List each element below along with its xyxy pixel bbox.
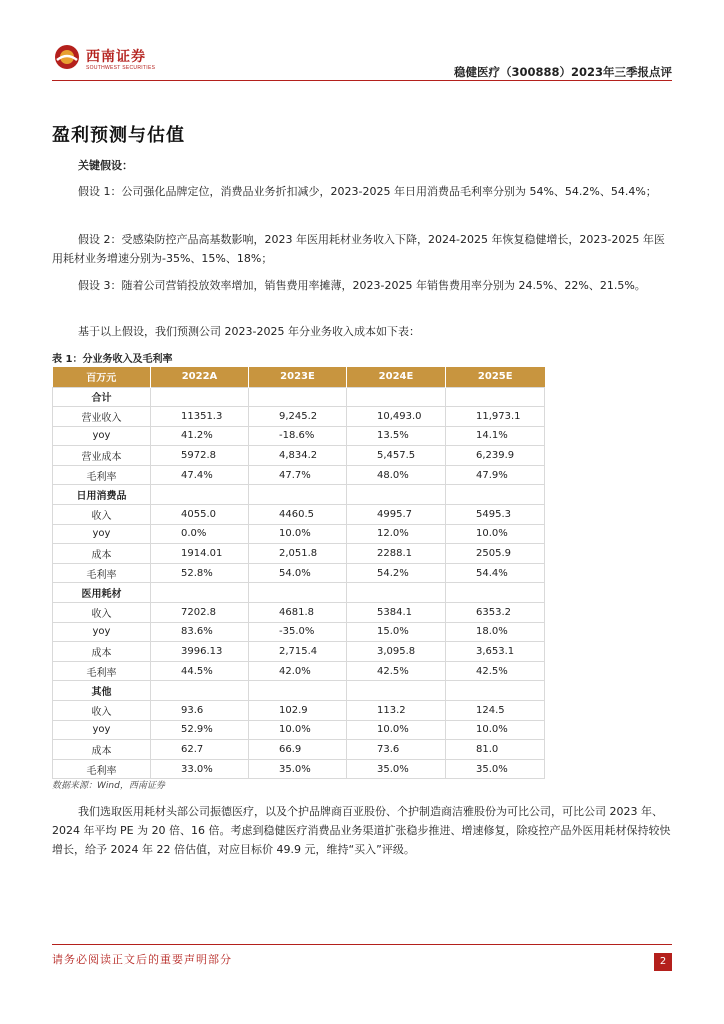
table-cell: 83.6% — [151, 622, 249, 642]
table-cell: -18.6% — [249, 426, 347, 446]
table-row-label: 营业收入 — [53, 407, 151, 427]
table-cell-empty — [249, 485, 347, 505]
table-row — [53, 524, 545, 544]
table-cell: 1914.01 — [151, 544, 249, 564]
table-section-row — [53, 681, 545, 701]
table-section-label: 合计 — [53, 387, 151, 407]
table-cell: 5384.1 — [347, 603, 446, 623]
company-logo — [54, 44, 194, 74]
table-cell: 4995.7 — [347, 505, 446, 525]
table-cell: 33.0% — [151, 759, 249, 779]
table-cell: 15.0% — [347, 622, 446, 642]
table-cell: 41.2% — [151, 426, 249, 446]
table-cell: 5972.8 — [151, 446, 249, 466]
table-section-row — [53, 485, 545, 505]
table-cell: 54.0% — [249, 563, 347, 583]
table-row — [53, 505, 545, 525]
table-row-label: yoy — [53, 524, 151, 544]
table-cell: 4,834.2 — [249, 446, 347, 466]
table-cell: 18.0% — [446, 622, 545, 642]
table-section-row — [53, 583, 545, 603]
table-cell-empty — [249, 681, 347, 701]
table-cell: 54.2% — [347, 563, 446, 583]
table-cell-empty — [446, 485, 545, 505]
valuation-conclusion: 我们选取医用耗材头部公司振德医疗，以及个护品牌商百亚股份、个护制造商洁雅股份为可比公司，可比公司 2023 年、2024 年平均 PE 为 20 倍、16 倍。考虑到稳健医疗消费品业务渠道扩张稳步推进、增速修复，除疫控产品外医用耗材保持较快增长，给予 2024 年 22 倍估值，对应目标价 49.9 元，维持“买入”评级。 — [52, 805, 671, 856]
table-row-label: 收入 — [53, 603, 151, 623]
table-row-label: 毛利率 — [53, 563, 151, 583]
table-cell: 66.9 — [249, 740, 347, 760]
table-section-label: 日用消费品 — [53, 485, 151, 505]
table-cell: 5495.3 — [446, 505, 545, 525]
table-cell: 42.0% — [249, 661, 347, 681]
table-header-cell: 百万元 — [53, 367, 151, 387]
table-row — [53, 720, 545, 740]
table-row-label: yoy — [53, 426, 151, 446]
table-caption: 表 1：分业务收入及毛利率 — [52, 354, 173, 365]
logo-english-name: SOUTHWEST SECURITIES — [86, 65, 156, 71]
table-cell-empty — [347, 681, 446, 701]
table-cell: 35.0% — [249, 759, 347, 779]
table-cell: 73.6 — [347, 740, 446, 760]
table-header-row — [53, 367, 545, 387]
table-cell: 10,493.0 — [347, 407, 446, 427]
table-row — [53, 759, 545, 779]
table-cell: 93.6 — [151, 701, 249, 721]
table-cell: 2288.1 — [347, 544, 446, 564]
table-row — [53, 622, 545, 642]
footer-divider — [52, 944, 672, 945]
table-cell: 52.8% — [151, 563, 249, 583]
revenue-table-container — [52, 367, 544, 779]
table-cell-empty — [151, 583, 249, 603]
assumption-1: 假设 1：公司强化品牌定位，消费品业务折扣减少，2023-2025 年日用消费品毛利率分别为 54%、54.2%、54.4%； — [78, 185, 657, 198]
table-cell: 124.5 — [446, 701, 545, 721]
table-row — [53, 465, 545, 485]
table-cell: 2,715.4 — [249, 642, 347, 662]
table-cell: 5,457.5 — [347, 446, 446, 466]
table-row-label: 收入 — [53, 505, 151, 525]
table-cell: 81.0 — [446, 740, 545, 760]
table-cell: 10.0% — [347, 720, 446, 740]
table-cell: 10.0% — [249, 720, 347, 740]
table-cell: 9,245.2 — [249, 407, 347, 427]
company-logo-icon — [54, 44, 80, 70]
table-cell-empty — [347, 387, 446, 407]
table-cell: 102.9 — [249, 701, 347, 721]
header-divider — [52, 80, 672, 81]
key-assumptions-label: 关键假设： — [78, 159, 133, 172]
table-header-cell: 2025E — [477, 371, 513, 383]
table-cell: 10.0% — [446, 720, 545, 740]
table-cell-empty — [249, 387, 347, 407]
table-cell-empty — [249, 583, 347, 603]
assumption-2: 假设 2：受感染防控产品高基数影响，2023 年医用耗材业务收入下降，2024-2025 年恢复稳健增长，2023-2025 年医用耗材业务增速分别为-35%、15%、18%； — [52, 233, 665, 265]
footer-disclaimer: 请务必阅读正文后的重要声明部分 — [52, 953, 232, 966]
table-row — [53, 544, 545, 564]
table-cell: 4460.5 — [249, 505, 347, 525]
table-cell: 6,239.9 — [446, 446, 545, 466]
table-cell: 3,653.1 — [446, 642, 545, 662]
table-cell: 10.0% — [446, 524, 545, 544]
table-section-label: 医用耗材 — [53, 583, 151, 603]
table-row — [53, 701, 545, 721]
table-cell-empty — [151, 485, 249, 505]
assumption-3: 假设 3：随着公司营销投放效率增加，销售费用率摊薄，2023-2025 年销售费用率分别为 24.5%、22%、21.5%。 — [78, 279, 646, 292]
table-row-label: yoy — [53, 720, 151, 740]
table-cell: 7202.8 — [151, 603, 249, 623]
table-section-label: 其他 — [53, 681, 151, 701]
table-cell: 42.5% — [347, 661, 446, 681]
table-cell: 13.5% — [347, 426, 446, 446]
table-cell: 62.7 — [151, 740, 249, 760]
table-cell: 14.1% — [446, 426, 545, 446]
table-cell: 10.0% — [249, 524, 347, 544]
table-cell: -35.0% — [249, 622, 347, 642]
table-cell-empty — [347, 583, 446, 603]
table-cell: 3996.13 — [151, 642, 249, 662]
table-cell: 2,051.8 — [249, 544, 347, 564]
table-cell-empty — [151, 681, 249, 701]
table-cell: 47.9% — [446, 465, 545, 485]
table-row-label: 毛利率 — [53, 465, 151, 485]
table-row — [53, 407, 545, 427]
lead-in-text: 基于以上假设，我们预测公司 2023-2025 年分业务收入成本如下表： — [78, 325, 420, 338]
table-cell: 42.5% — [446, 661, 545, 681]
section-title: 盈利预测与估值 — [52, 125, 185, 146]
table-row-label: 成本 — [53, 740, 151, 760]
table-cell: 48.0% — [347, 465, 446, 485]
table-row-label: 营业成本 — [53, 446, 151, 466]
revenue-table — [52, 367, 545, 779]
table-row — [53, 740, 545, 760]
table-row-label: 成本 — [53, 642, 151, 662]
table-row — [53, 426, 545, 446]
table-body — [53, 387, 545, 779]
table-cell: 11351.3 — [151, 407, 249, 427]
report-header-title: 稳健医疗（300888）2023年三季报点评 — [453, 65, 672, 79]
table-section-row — [53, 387, 545, 407]
table-cell: 113.2 — [347, 701, 446, 721]
table-cell-empty — [446, 681, 545, 701]
table-row — [53, 563, 545, 583]
table-cell: 54.4% — [446, 563, 545, 583]
table-cell: 11,973.1 — [446, 407, 545, 427]
table-cell: 35.0% — [347, 759, 446, 779]
table-cell: 47.4% — [151, 465, 249, 485]
table-cell: 35.0% — [446, 759, 545, 779]
table-cell: 4681.8 — [249, 603, 347, 623]
table-cell: 6353.2 — [446, 603, 545, 623]
table-cell: 52.9% — [151, 720, 249, 740]
table-header-cell: 2024E — [347, 367, 446, 387]
table-row — [53, 446, 545, 466]
table-row — [53, 661, 545, 681]
table-cell: 3,095.8 — [347, 642, 446, 662]
table-cell: 44.5% — [151, 661, 249, 681]
data-source-note: 数据来源：Wind，西南证券 — [52, 781, 165, 791]
logo-chinese-name: 西南证券 — [86, 49, 146, 65]
table-row-label: yoy — [53, 622, 151, 642]
table-cell-empty — [446, 387, 545, 407]
table-header-cell: 2023E — [249, 367, 347, 387]
table-cell-empty — [446, 583, 545, 603]
table-cell-empty — [347, 485, 446, 505]
table-row-label: 毛利率 — [53, 759, 151, 779]
table-cell: 12.0% — [347, 524, 446, 544]
table-cell: 0.0% — [151, 524, 249, 544]
table-row — [53, 603, 545, 623]
table-row — [53, 642, 545, 662]
page-number: 2 — [654, 953, 672, 971]
table-row-label: 毛利率 — [53, 661, 151, 681]
table-row-label: 成本 — [53, 544, 151, 564]
table-row-label: 收入 — [53, 701, 151, 721]
table-cell: 2505.9 — [446, 544, 545, 564]
table-cell: 4055.0 — [151, 505, 249, 525]
table-cell-empty — [151, 387, 249, 407]
table-header-cell: 2022A — [151, 367, 249, 387]
table-cell: 47.7% — [249, 465, 347, 485]
